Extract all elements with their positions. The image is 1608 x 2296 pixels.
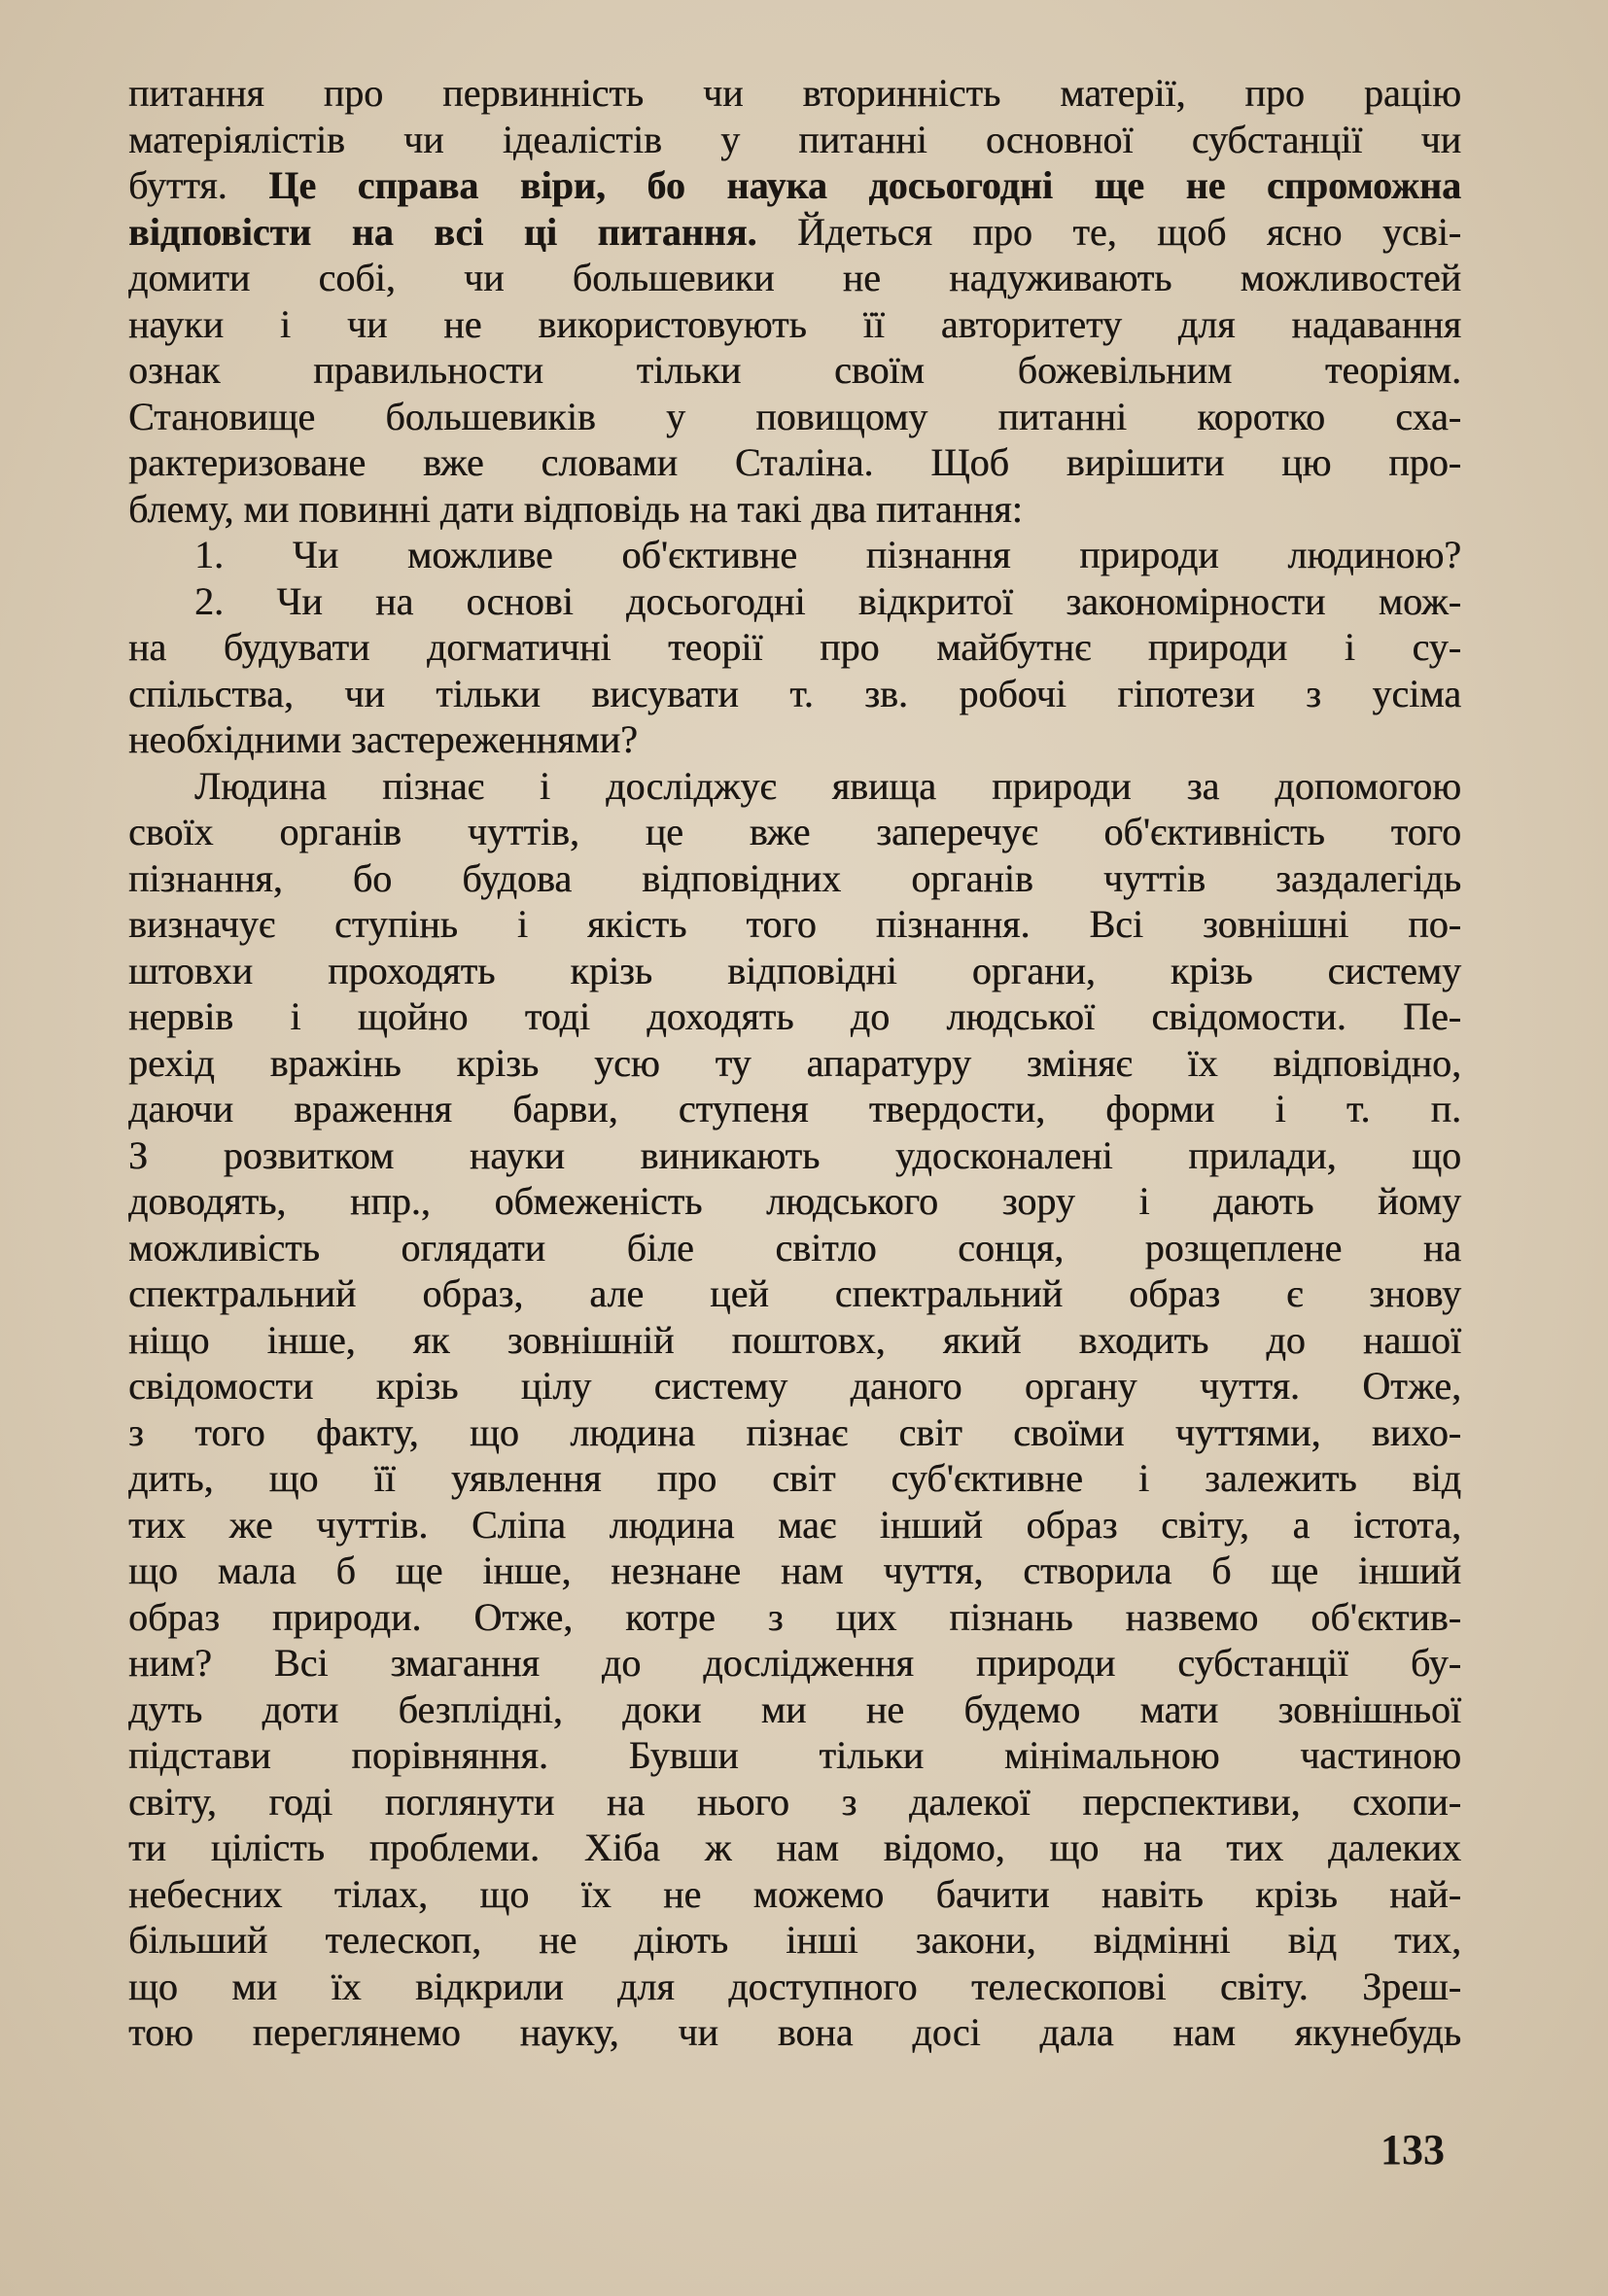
bold-text-segment: відповісти на всі ці питання. bbox=[128, 209, 757, 254]
text-line bbox=[128, 209, 1461, 256]
text-line bbox=[128, 394, 1461, 440]
text-line bbox=[128, 578, 1461, 625]
text-line bbox=[128, 347, 1461, 394]
text-segment: тою переглянемо науку, чи вона досі дала нам якунебудь bbox=[128, 2010, 1461, 2054]
text-line bbox=[128, 763, 1461, 810]
text-line bbox=[128, 1225, 1461, 1271]
text-line bbox=[128, 993, 1461, 1040]
text-segment: що ми їх відкрили для доступного телескопові світу. Зреш- bbox=[128, 1964, 1461, 2008]
text-segment: ним? Всі змагання до дослідження природи субстанції бу- bbox=[128, 1641, 1461, 1685]
text-line bbox=[128, 1363, 1461, 1409]
text-segment: спільства, чи тільки висувати т. зв. робочі гіпотези з усіма bbox=[128, 671, 1461, 715]
text-line bbox=[128, 1455, 1461, 1502]
text-segment: можливість оглядати біле світло сонця, розщеплене на bbox=[128, 1225, 1461, 1270]
text-line bbox=[128, 1687, 1461, 1733]
text-line bbox=[128, 1317, 1461, 1364]
text-line bbox=[128, 255, 1461, 301]
text-segment: на будувати догматичні теорії про майбутнє природи і су- bbox=[128, 625, 1461, 669]
text-segment: дить, що її уявлення про світ суб'єктивне і залежить від bbox=[128, 1456, 1461, 1500]
text-segment: буття. bbox=[128, 163, 269, 207]
text-line bbox=[128, 1640, 1461, 1687]
text-line bbox=[128, 1871, 1461, 1918]
text-segment: визначує ступінь і якість того пізнання. Всі зовнішні по- bbox=[128, 902, 1461, 946]
text-segment: рактеризоване вже словами Сталіна. Щоб вирішити цю про- bbox=[128, 440, 1461, 484]
text-line bbox=[128, 1502, 1461, 1548]
text-segment: небесних тілах, що їх не можемо бачити навіть крізь най- bbox=[128, 1871, 1461, 1916]
text-segment: нервів і щойно тоді доходять до людської свідомости. Пе- bbox=[128, 994, 1461, 1038]
text-segment: більший телескоп, не діють інші закони, відмінні від тих, bbox=[128, 1918, 1461, 1962]
text-line bbox=[128, 809, 1461, 855]
text-line bbox=[128, 2009, 1461, 2056]
text-segment: підстави порівняння. Бувши тільки мінімальною частиною bbox=[128, 1733, 1461, 1777]
text-segment: ти цілість проблеми. Хіба ж нам відомо, що на тих далеких bbox=[128, 1826, 1461, 1869]
text-line bbox=[128, 486, 1461, 533]
text-line bbox=[128, 1132, 1461, 1179]
text-segment: доводять, нпр., обмеженість людського зору і дають йому bbox=[128, 1179, 1461, 1223]
text-segment: науки і чи не використовують її авторитету для надавання bbox=[128, 301, 1461, 346]
text-line bbox=[128, 1964, 1461, 2010]
text-line bbox=[128, 117, 1461, 163]
text-segment: Людина пізнає і досліджує явища природи за допомогою bbox=[194, 763, 1461, 808]
text-line bbox=[128, 1594, 1461, 1641]
text-segment: з того факту, що людина пізнає світ своїми чуттями, вихо- bbox=[128, 1409, 1461, 1454]
text-line bbox=[128, 855, 1461, 902]
text-segment: З розвитком науки виникають удосконалені прилади, що bbox=[128, 1132, 1461, 1177]
text-segment: образ природи. Отже, котре з цих пізнань назвемо об'єктив- bbox=[128, 1594, 1461, 1639]
text-line bbox=[128, 1917, 1461, 1964]
bold-text-segment: Це справа віри, бо наука досьогодні ще не спроможна bbox=[268, 163, 1461, 207]
text-line bbox=[128, 948, 1461, 994]
text-line bbox=[128, 901, 1461, 948]
text-segment: рехід вражінь крізь усю ту апаратуру зміняє їх відповідно, bbox=[128, 1040, 1461, 1085]
text-line bbox=[128, 1270, 1461, 1317]
text-segment: необхідними застереженнями? bbox=[128, 717, 638, 761]
text-line bbox=[128, 1409, 1461, 1456]
text-line bbox=[128, 1732, 1461, 1779]
text-segment: тих же чуттів. Сліпа людина має інший образ світу, а істота, bbox=[128, 1502, 1461, 1547]
text-segment: матеріялістів чи ідеалістів у питанні основної субстанції чи bbox=[128, 117, 1461, 161]
text-segment: своїх органів чуттів, це вже заперечує об'єктивність того bbox=[128, 810, 1461, 853]
text-line bbox=[128, 1548, 1461, 1594]
text-segment: ознак правильности тільки своїм божевільним теоріям. bbox=[128, 348, 1461, 392]
text-line bbox=[128, 624, 1461, 671]
text-line bbox=[128, 70, 1461, 117]
text-line bbox=[128, 301, 1461, 348]
text-line bbox=[128, 716, 1461, 763]
text-line bbox=[128, 1779, 1461, 1826]
text-segment: світу, годі поглянути на нього з далекої перспективи, схопи- bbox=[128, 1779, 1461, 1824]
text-line bbox=[128, 439, 1461, 486]
text-line bbox=[128, 1040, 1461, 1087]
text-segment: даючи враження барви, ступеня твердости, форми і т. п. bbox=[128, 1087, 1461, 1131]
page-body-text bbox=[128, 70, 1461, 2056]
text-segment: 2. Чи на основі досьогодні відкритої закономірности мож- bbox=[194, 578, 1461, 623]
text-line bbox=[128, 671, 1461, 717]
text-segment: дуть доти безплідні, доки ми не будемо мати зовнішньої bbox=[128, 1687, 1461, 1731]
text-segment: спектральний образ, але цей спектральний образ є знову bbox=[128, 1271, 1461, 1315]
text-segment: Становище большевиків у повищому питанні коротко сха- bbox=[128, 394, 1461, 438]
text-segment: блему, ми повинні дати відповідь на такі два питання: bbox=[128, 486, 1023, 531]
text-segment: що мала б ще інше, незнане нам чуття, створила б ще інший bbox=[128, 1548, 1461, 1592]
text-segment: ніщо інше, як зовнішній поштовх, який входить до нашої bbox=[128, 1317, 1461, 1362]
text-line bbox=[128, 1178, 1461, 1225]
text-segment: пізнання, бо будова відповідних органів чуттів заздалегідь bbox=[128, 855, 1461, 900]
text-segment: Йдеться про те, щоб ясно усві- bbox=[756, 209, 1462, 254]
text-line bbox=[128, 532, 1461, 578]
text-segment: 1. Чи можливе об'єктивне пізнання природи людиною? bbox=[194, 533, 1461, 576]
text-segment: свідомости крізь цілу систему даного органу чуття. Отже, bbox=[128, 1364, 1461, 1408]
text-segment: штовхи проходять крізь відповідні органи, крізь систему bbox=[128, 948, 1461, 992]
text-segment: домити собі, чи большевики не надуживають можливостей bbox=[128, 256, 1461, 299]
text-line bbox=[128, 1825, 1461, 1871]
text-segment: питання про первинність чи вторинність матерії, про рацію bbox=[128, 71, 1461, 115]
text-line bbox=[128, 1086, 1461, 1132]
page-number: 133 bbox=[1381, 2126, 1445, 2174]
text-line bbox=[128, 162, 1461, 209]
